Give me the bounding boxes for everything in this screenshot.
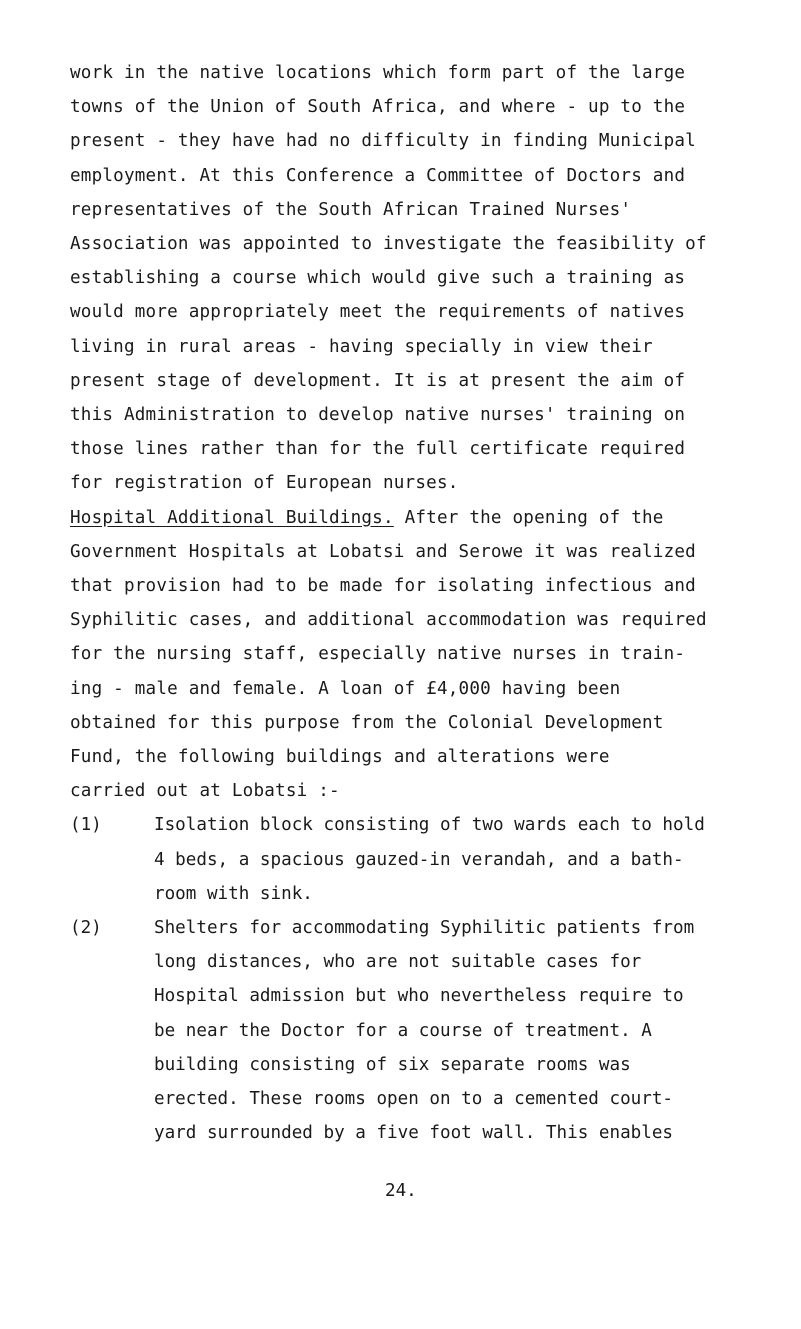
section-line: carried out at Lobatsi :- bbox=[70, 781, 340, 802]
paragraph-line: present stage of development. It is at present the aim of bbox=[70, 370, 686, 391]
list-item-line: be near the Doctor for a course of treatment. A bbox=[154, 1020, 652, 1041]
section-line: that provision had to be made for isolating infectious and bbox=[70, 576, 696, 596]
list-item-line: erected. These rooms open on to a cemented court- bbox=[154, 1089, 674, 1109]
list-item-line: Isolation block consisting of two wards each to hold bbox=[154, 815, 705, 836]
paragraph-line: living in rural areas - having specially in view their bbox=[70, 336, 653, 357]
section-heading-line bbox=[70, 507, 664, 529]
paragraph-line: this Administration to develop native nurses' training on bbox=[70, 405, 686, 425]
list-item-line: Shelters for accommodating Syphilitic patients from bbox=[154, 918, 695, 938]
section-line: Government Hospitals at Lobatsi and Serowe it was realized bbox=[70, 541, 696, 562]
page-number: 24. bbox=[385, 1181, 417, 1202]
list-item-line: yard surrounded by a five foot wall. This enables bbox=[154, 1123, 674, 1144]
section-line: for the nursing staff, especially native nurses in train- bbox=[70, 644, 686, 665]
paragraph-line: those lines rather than for the full certificate required bbox=[70, 439, 686, 460]
list-item-line: Hospital admission but who nevertheless require to bbox=[154, 986, 684, 1007]
paragraph-line: for registration of European nurses. bbox=[70, 473, 459, 494]
paragraph-line: present - they have had no difficulty in finding Municipal bbox=[70, 131, 696, 152]
section-line: Fund, the following buildings and alterations were bbox=[70, 747, 610, 767]
list-item-number: (2) bbox=[70, 918, 102, 938]
section-heading-rest: After the opening of the bbox=[393, 507, 664, 528]
list-item-number: (1) bbox=[70, 815, 102, 836]
section-line: ing - male and female. A loan of £4,000 having been bbox=[70, 678, 621, 699]
paragraph-line: representatives of the South African Trained Nurses' bbox=[70, 199, 632, 220]
list-item-line: 4 beds, a spacious gauzed-in verandah, and a bath- bbox=[154, 849, 684, 870]
list-item-line: building consisting of six separate rooms was bbox=[154, 1054, 631, 1075]
paragraph-line: would more appropriately meet the requirements of natives bbox=[70, 302, 686, 323]
paragraph-line: work in the native locations which form part of the large bbox=[70, 63, 686, 83]
section-heading: Hospital Additional Buildings. bbox=[70, 507, 394, 528]
paragraph-line: employment. At this Conference a Committee of Doctors and bbox=[70, 165, 686, 186]
section-line: Syphilitic cases, and additional accommodation was required bbox=[70, 610, 707, 631]
paragraph-line: establishing a course which would give such a training as bbox=[70, 268, 686, 289]
section-line: obtained for this purpose from the Colonial Development bbox=[70, 712, 664, 733]
list-item-line: room with sink. bbox=[154, 883, 313, 904]
list-item-line: long distances, who are not suitable cases for bbox=[154, 952, 642, 973]
paragraph-line: Association was appointed to investigate the feasibility of bbox=[70, 234, 707, 254]
paragraph-line: towns of the Union of South Africa, and where - up to the bbox=[70, 97, 686, 118]
